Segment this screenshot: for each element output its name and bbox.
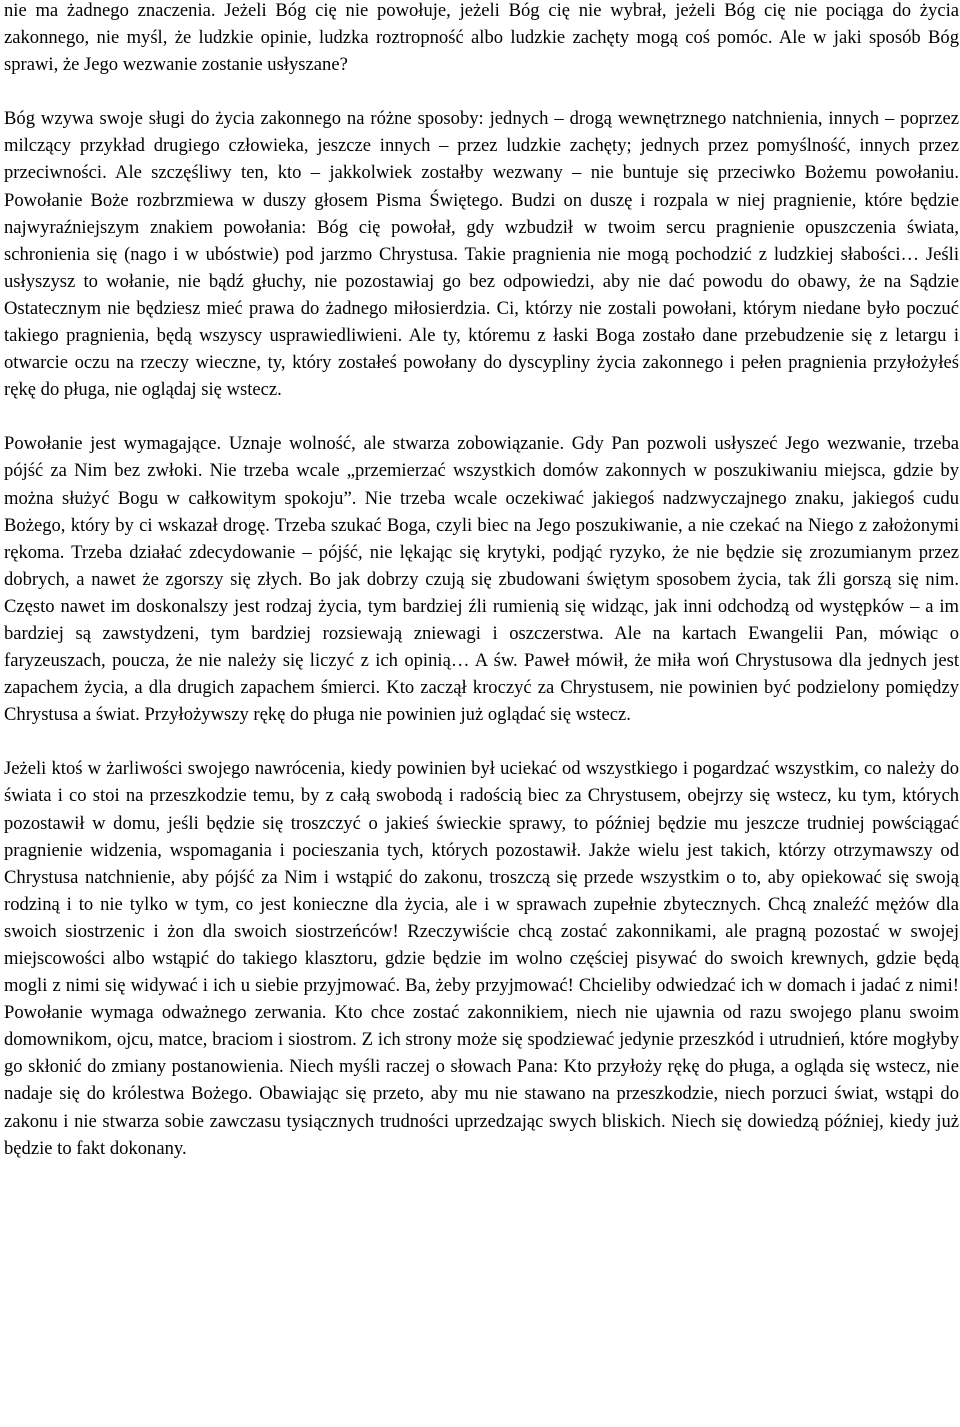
paragraph-3: Powołanie jest wymagające. Uznaje wolność, ale stwarza zobowiązanie. Gdy Pan pozwoli usłyszeć Jego wezwanie, trzeba pójść za Nim bez zwłoki. Nie trzeba wcale „przemierzać wszystkich domów zakonnych w poszukiwaniu miejsca, gdzie by można służyć Bogu w całkowitym spokoju”. Nie trzeba wcale oczekiwać jakiegoś nadzwyczajnego znaku, jakiegoś cudu Bożego, który by ci wskazał drogę. Trzeba szukać Boga, czyli biec na Jego poszukiwanie, a nie czekać na Niego z założonymi rękoma. Trzeba działać zdecydowanie – pójść, nie lękając się krytyki, podjąć ryzyko, że nie będzie się zrozumianym przez dobrych, a nawet że zgorszy się złych. Bo jak dobrzy czują się zbudowani świętym sposobem życia, tak źli gorszą się nim. Często nawet im doskonalszy jest rodzaj życia, tym bardziej źli rumienią się widząc, jak inni odchodzą od występków – a im bardziej są zawstydzeni, tym bardziej rozsiewają zniewagi i oszczerstwa. Ale na kartach Ewangelii Pan, mówiąc o faryzeuszach, poucza, że nie należy się liczyć z ich opinią… A św. Paweł mówił, że miła woń Chrystusowa dla jednych jest zapachem życia, a dla drugich zapachem śmierci. Kto zaczął kroczyć za Chrystusem, nie powinien być podzielony pomiędzy Chrystusa a świat. Przyłożywszy rękę do pługa nie powinien już oglądać się wstecz. xyxy=(4,433,959,726)
paragraph-1: nie ma żadnego znaczenia. Jeżeli Bóg cię nie powołuje, jeżeli Bóg cię nie wybrał, jeżeli Bóg cię nie pociąga do życia zakonnego, nie myśl, że ludzkie opinie, ludzka roztropność albo ludzkie zachęty mogą coś pomóc. Ale w jaki sposób Bóg sprawi, że Jego wezwanie zostanie usłyszane? xyxy=(4,0,959,76)
paragraph-2: Bóg wzywa swoje sługi do życia zakonnego na różne sposoby: jednych – drogą wewnętrznego natchnienia, innych – poprzez milczący przykład drugiego człowieka, jeszcze innych – przez ludzkie zachęty; jednych przez pomyślność, innych przez przeciwności. Ale szczęśliwy ten, kto – jakkolwiek zostałby wezwany – nie buntuje się przeciwko Bożemu powołaniu. Powołanie Boże rozbrzmiewa w duszy głosem Pisma Świętego. Budzi on duszę i rozpala w niej pragnienie, które będzie najwyraźniejszym znakiem powołania: Bóg cię powołał, gdy wzbudził w twoim sercu pragnienie opuszczenia świata, schronienia się (nago i w ubóstwie) pod jarzmo Chrystusa. Takie pragnienia nie mogą pochodzić z ludzkiej słabości… Jeśli usłyszysz to wołanie, nie bądź głuchy, nie pozostawiaj go bez odpowiedzi, aby nie dać powodu do obawy, że na Sądzie Ostatecznym nie będziesz mieć prawa do żadnego miłosierdzia. Ci, którzy nie zostali powołani, którym niedane było poczuć takiego pragnienia, będą wszyscy usprawiedliwieni. Ale ty, któremu z łaski Boga zostało dane przebudzenie się z letargu i otwarcie oczu na rzeczy wieczne, ty, który zostałeś powołany do dyscypliny życia zakonnego i pełen pragnienia przyłożyłeś rękę do pługa, nie oglądaj się wstecz. xyxy=(4,108,959,401)
paragraph-4: Jeżeli ktoś w żarliwości swojego nawrócenia, kiedy powinien był uciekać od wszystkiego i pogardzać wszystkim, co należy do świata i co stoi na przeszkodzie temu, by z całą swobodą i radością biec za Chrystusem, obejrzy się wstecz, ku tym, których pozostawił w domu, jeśli będzie się troszczyć o jakieś świeckie sprawy, to później będzie mu jeszcze trudniej powściągać pragnienie widzenia, wspomagania i pocieszania tych, których pozostawił. Jakże wielu jest takich, którzy otrzymawszy od Chrystusa natchnienie, aby pójść za Nim i wstąpić do zakonu, troszczą się przede wszystkim o to, aby opiekować się swoją rodziną i to nie tylko w tym, co jest konieczne dla życia, ale i w sprawach zupełnie zbytecznych. Chcą znaleźć mężów dla swoich siostrzenic i żon dla swoich siostrzeńców! Rzeczywiście chcą zostać zakonnikami, ale pragną pozostać w swojej miejscowości albo wstąpić do takiego klasztoru, gdzie będzie im wolno częściej pisywać do swoich krewnych, gdzie będą mogli z nimi się widywać i ich u siebie przyjmować. Ba, żeby przyjmować! Chcieliby odwiedzać ich w domach i jadać z nimi! Powołanie wymaga odważnego zerwania. Kto chce zostać zakonnikiem, niech nie ujawnia od razu swojego planu swoim domownikom, ojcu, matce, braciom i siostrom. Z ich strony może się spodziewać jedynie przeszkód i utrudnień, które mogłyby go skłonić do zmiany postanowienia. Niech myśli raczej o słowach Pana: Kto przyłoży rękę do pługa, a ogląda się wstecz, nie nadaje się do królestwa Bożego. Obawiając się przeto, aby mu nie stawano na przeszkodzie, niech porzuci świat, wstąpi do zakonu i nie stwarza sobie zawczasu tysiącznych trudności uprzedzając swych bliskich. Niech się dowiedzą później, kiedy już będzie to fakt dokonany. xyxy=(4,758,959,1159)
document-page xyxy=(4,0,959,1162)
